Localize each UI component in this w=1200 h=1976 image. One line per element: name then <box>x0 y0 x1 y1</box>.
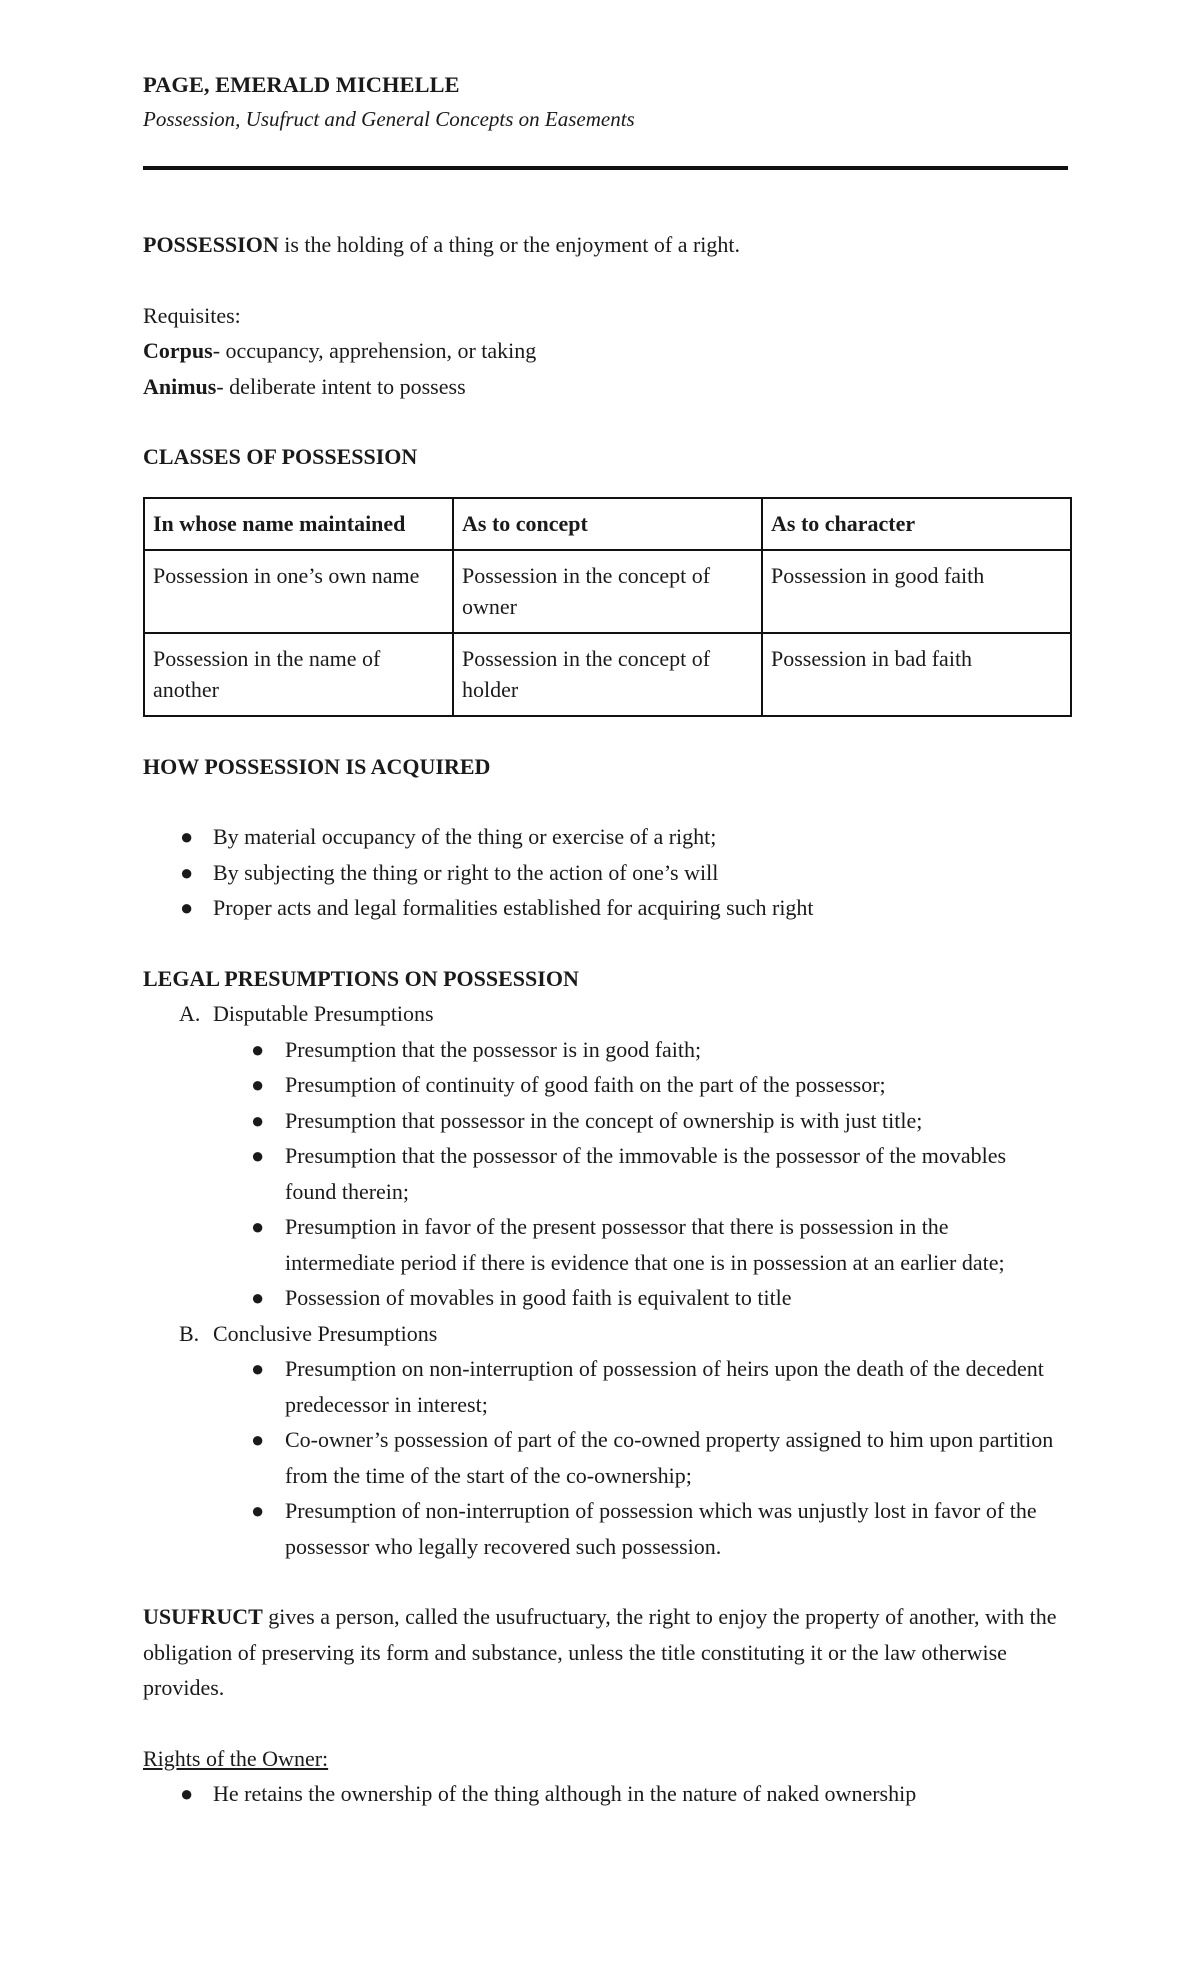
classes-title: CLASSES OF POSSESSION <box>143 444 418 469</box>
list-item <box>143 1032 1062 1068</box>
bullet-icon: ● <box>180 1781 194 1806</box>
author-name: PAGE, EMERALD MICHELLE <box>143 72 460 97</box>
table-cell: Possession in the name of another <box>144 633 453 716</box>
bullet-icon: ● <box>251 1356 265 1381</box>
table-header-row <box>144 498 1071 550</box>
table-cell: Possession in the concept of holder <box>453 633 762 716</box>
list-item <box>143 1138 1062 1209</box>
list-item-text: Co-owner’s possession of part of the co-owned property assigned to him upon partition from the time of the start of the co-ownership; <box>285 1427 1054 1488</box>
owner-rights-label: Rights of the Owner: <box>143 1745 329 1771</box>
list-item-text: Proper acts and legal formalities established for acquiring such right <box>213 895 814 920</box>
list-item <box>143 855 1062 891</box>
group-letter: B. <box>179 1320 200 1346</box>
bullet-icon: ● <box>251 1498 265 1523</box>
list-item-text: He retains the ownership of the thing although in the nature of naked ownership <box>213 1781 917 1806</box>
group-label: Disputable Presumptions <box>213 1001 434 1026</box>
classes-table <box>143 497 1072 717</box>
bullet-icon: ● <box>251 1072 265 1097</box>
table-header-cell: In whose name maintained <box>144 498 453 550</box>
requisite-text: - deliberate intent to possess <box>216 373 466 399</box>
possession-definition <box>143 227 1062 263</box>
list-item-text: By material occupancy of the thing or exercise of a right; <box>213 824 717 849</box>
bullet-icon: ● <box>251 1143 265 1168</box>
table-header-cell: As to concept <box>453 498 762 550</box>
requisite-term: Animus <box>143 373 217 399</box>
list-item <box>143 1493 1062 1564</box>
list-item <box>143 1209 1062 1280</box>
list-item <box>143 1103 1062 1139</box>
acquired-title: HOW POSSESSION IS ACQUIRED <box>143 753 491 779</box>
list-item <box>143 1067 1062 1103</box>
list-item <box>143 819 1062 855</box>
list-item-text: Presumption that the possessor of the immovable is the possessor of the movables found therein; <box>285 1143 1007 1204</box>
table-row <box>144 633 1071 716</box>
bullet-icon: ● <box>251 1214 265 1239</box>
list-item-text: Possession of movables in good faith is equivalent to title <box>285 1285 792 1310</box>
group-label: Conclusive Presumptions <box>213 1320 438 1346</box>
possession-term: POSSESSION <box>143 232 279 257</box>
requisites-label: Requisites: <box>143 302 241 328</box>
usufruct-definition <box>143 1599 1062 1706</box>
requisite-animus <box>143 369 1062 405</box>
table-cell: Possession in good faith <box>762 550 1071 633</box>
acquired-list <box>143 819 1062 926</box>
usufruct-term: USUFRUCT <box>143 1604 263 1629</box>
bullet-icon: ● <box>251 1285 265 1310</box>
bullet-icon: ● <box>251 1036 265 1062</box>
disputable-list <box>143 1032 1062 1316</box>
header-divider <box>143 166 1068 170</box>
table-cell: Possession in one’s own name <box>144 550 453 633</box>
possession-definition-text: is the holding of a thing or the enjoyment of a right. <box>278 232 741 257</box>
list-item <box>143 890 1062 926</box>
bullet-icon: ● <box>180 824 194 849</box>
list-item-text: Presumption on non-interruption of possession of heirs upon the death of the decedent predecessor in interest; <box>285 1356 1044 1417</box>
bullet-icon: ● <box>180 859 194 885</box>
group-letter: A. <box>179 1001 201 1026</box>
list-item-text: Presumption of continuity of good faith on the part of the possessor; <box>285 1072 886 1097</box>
requisite-corpus <box>143 333 1062 369</box>
table-cell: Possession in the concept of owner <box>453 550 762 633</box>
table-row <box>144 550 1071 633</box>
usufruct-definition-text: gives a person, called the usufructuary, the right to enjoy the property of another, with the obligation of preserving its form and substance, unless the title constituting it or the law otherwise provides. <box>143 1604 1057 1700</box>
table-cell: Possession in bad faith <box>762 633 1071 716</box>
bullet-icon: ● <box>251 1107 265 1133</box>
bullet-icon: ● <box>180 895 194 920</box>
list-item-text: Presumption of non-interruption of possession which was unjustly lost in favor of the possessor who legally recovered such possession. <box>285 1498 1037 1559</box>
list-item <box>143 1422 1062 1493</box>
requisite-text: - occupancy, apprehension, or taking <box>212 338 537 363</box>
list-item <box>143 1280 1062 1316</box>
conclusive-list <box>143 1351 1062 1564</box>
list-item-text: Presumption in favor of the present possessor that there is possession in the intermediate period if there is evidence that one is in possession at an earlier date; <box>285 1214 1005 1275</box>
list-item-text: By subjecting the thing or right to the action of one’s will <box>213 859 719 885</box>
owner-rights-list <box>143 1776 1062 1812</box>
list-item <box>143 1776 1062 1812</box>
bullet-icon: ● <box>251 1427 265 1452</box>
document-subtitle: Possession, Usufruct and General Concepts on Easements <box>143 107 635 131</box>
list-item-text: Presumption that possessor in the concept of ownership is with just title; <box>285 1107 923 1133</box>
presumptions-title: LEGAL PRESUMPTIONS ON POSSESSION <box>143 965 579 991</box>
list-item-text: Presumption that the possessor is in good faith; <box>285 1036 702 1062</box>
table-header-cell: As to character <box>762 498 1071 550</box>
list-item <box>143 1351 1062 1422</box>
requisite-term: Corpus <box>143 338 213 363</box>
presumption-group-a <box>143 996 1062 1032</box>
presumption-group-b <box>143 1316 1062 1352</box>
